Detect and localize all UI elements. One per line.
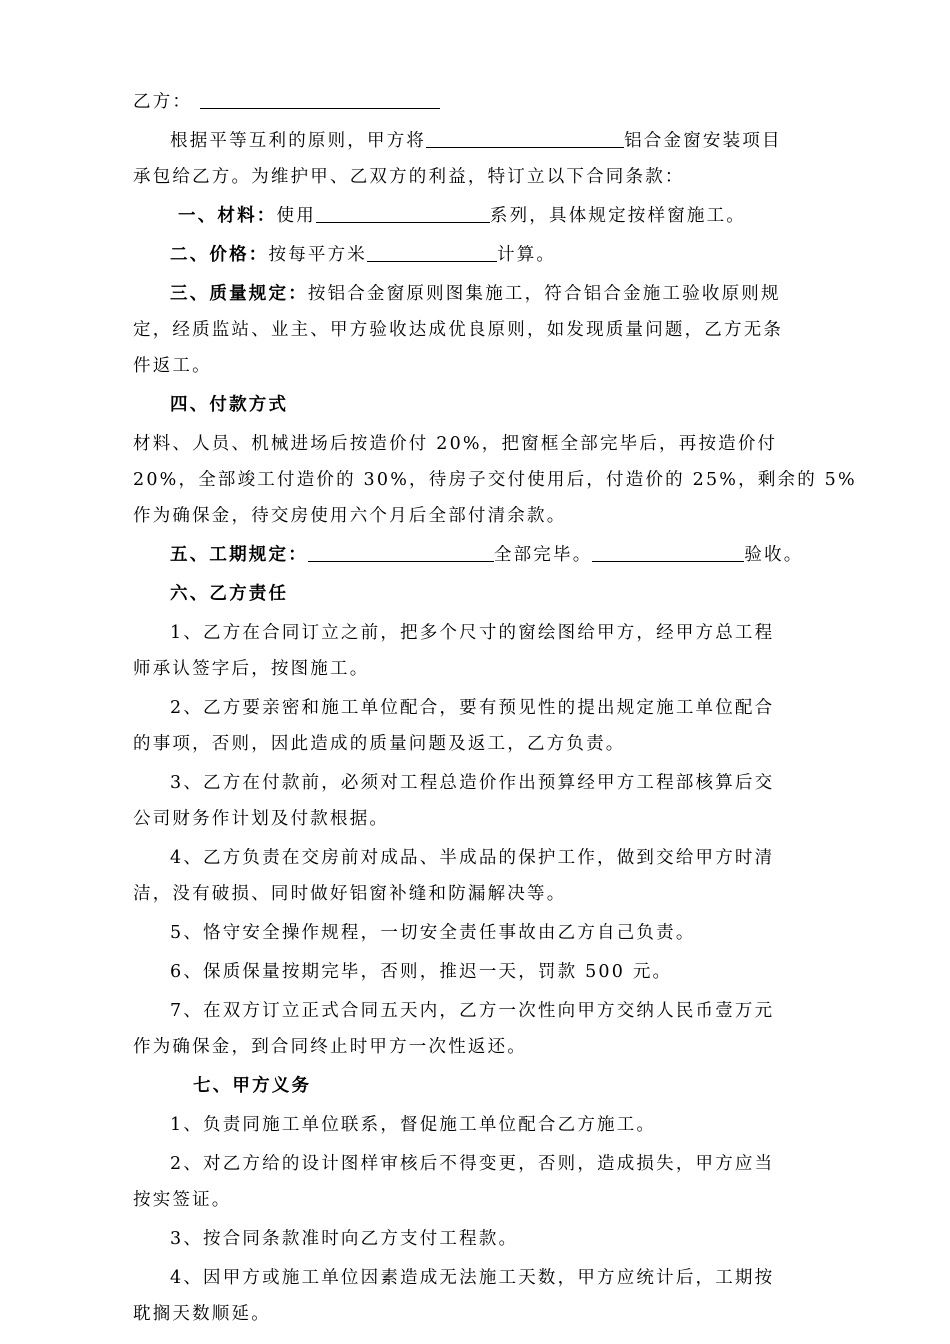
section-4-line-1: 材料、人员、机械进场后按造价付 20%，把窗框全部完毕后，再按造价付 bbox=[133, 434, 778, 454]
s6-item-1-line-2: 师承认签字后，按图施工。 bbox=[133, 659, 370, 679]
s6-item-2-line-2: 的事项，否则，因此造成的质量问题及返工，乙方负责。 bbox=[133, 734, 626, 754]
section-1-heading: 一、材料： bbox=[178, 206, 277, 226]
section-3-heading: 三、质量规定： bbox=[170, 284, 308, 304]
s6-item-4-line-2: 洁，没有破损、同时做好铝窗补缝和防漏解决等。 bbox=[133, 884, 567, 904]
section-3-line-2: 定，经质监站、业主、甲方验收达成优良原则，如发现质量问题，乙方无条 bbox=[133, 320, 784, 340]
intro-line-1 bbox=[133, 123, 821, 159]
project-blank bbox=[426, 125, 624, 148]
section-6-heading: 六、乙方责任 bbox=[170, 584, 289, 604]
party-b-line bbox=[133, 84, 821, 120]
section-4-line-2: 20%，全部竣工付造价的 30%，待房子交付使用后，付造价的 25%，剩余的 5% bbox=[133, 470, 857, 490]
section-5-text-b: 验收。 bbox=[744, 545, 804, 565]
s6-item-6: 6、保质保量按期完毕，否则，推迟一天，罚款 500 元。 bbox=[170, 962, 673, 982]
party-b-blank bbox=[200, 86, 440, 109]
section-3-line-1 bbox=[133, 276, 821, 312]
section-4-line-3: 作为确保金，待交房使用六个月后全部付清余款。 bbox=[133, 506, 567, 526]
section-5-heading: 五、工期规定： bbox=[170, 545, 308, 565]
section-5-text-a: 全部完毕。 bbox=[493, 545, 593, 565]
contract-page bbox=[133, 84, 857, 1332]
s7-item-2-line-2: 按实签证。 bbox=[133, 1190, 232, 1210]
s7-item-2-line-1: 2、对乙方给的设计图样审核后不得变更，否则，造成损失，甲方应当 bbox=[170, 1154, 775, 1174]
party-b-label: 乙方： bbox=[133, 92, 193, 112]
section-1-text-a: 使用 bbox=[276, 206, 316, 226]
section-3-line-3: 件返工。 bbox=[133, 356, 212, 376]
s6-item-2-line-1: 2、乙方要亲密和施工单位配合，要有预见性的提出规定施工单位配合 bbox=[170, 698, 775, 718]
price-blank bbox=[367, 239, 497, 262]
s6-item-3-line-1: 3、乙方在付款前，必须对工程总造价作出预算经甲方工程部核算后交 bbox=[170, 773, 775, 793]
s6-item-1-line-1: 1、乙方在合同订立之前，把多个尺寸的窗绘图给甲方，经甲方总工程 bbox=[170, 623, 775, 643]
s7-item-4-line-2: 耽搁天数顺延。 bbox=[133, 1304, 271, 1324]
section-5 bbox=[133, 537, 821, 573]
completion-date-blank bbox=[308, 539, 494, 562]
s6-item-5: 5、恪守安全操作规程，一切安全责任事故由乙方自己负责。 bbox=[170, 923, 696, 943]
section-2 bbox=[133, 237, 821, 273]
s7-item-4-line-1: 4、因甲方或施工单位因素造成无法施工天数，甲方应统计后，工期按 bbox=[170, 1268, 775, 1288]
section-1-text-b: 系列，具体规定按样窗施工。 bbox=[489, 206, 747, 226]
series-blank bbox=[316, 200, 490, 223]
s7-item-1: 1、负责同施工单位联系，督促施工单位配合乙方施工。 bbox=[170, 1115, 657, 1135]
section-2-heading: 二、价格： bbox=[170, 245, 269, 265]
s6-item-4-line-1: 4、乙方负责在交房前对成品、半成品的保护工作，做到交给甲方时清 bbox=[170, 848, 775, 868]
s6-item-7-line-2: 作为确保金，到合同终止时甲方一次性返还。 bbox=[133, 1037, 527, 1057]
section-7-heading: 七、甲方义务 bbox=[193, 1076, 312, 1096]
section-3-text-a: 按铝合金窗原则图集施工，符合铝合金施工验收原则规 bbox=[307, 284, 781, 304]
intro-line-2: 承包给乙方。为维护甲、乙双方的利益，特订立以下合同条款： bbox=[133, 167, 685, 187]
section-2-text-b: 计算。 bbox=[497, 245, 557, 265]
s7-item-3: 3、按合同条款准时向乙方支付工程款。 bbox=[170, 1229, 519, 1249]
intro-text-b: 铝合金窗安装项目 bbox=[624, 131, 782, 151]
section-4-heading: 四、付款方式 bbox=[170, 395, 289, 415]
section-1 bbox=[133, 198, 821, 234]
intro-text-a: 根据平等互利的原则，甲方将 bbox=[170, 131, 427, 151]
s6-item-7-line-1: 7、在双方订立正式合同五天内，乙方一次性向甲方交纳人民币壹万元 bbox=[170, 1001, 775, 1021]
s6-item-3-line-2: 公司财务作计划及付款根据。 bbox=[133, 809, 390, 829]
section-2-text-a: 按每平方米 bbox=[268, 245, 367, 265]
acceptance-date-blank bbox=[592, 539, 744, 562]
